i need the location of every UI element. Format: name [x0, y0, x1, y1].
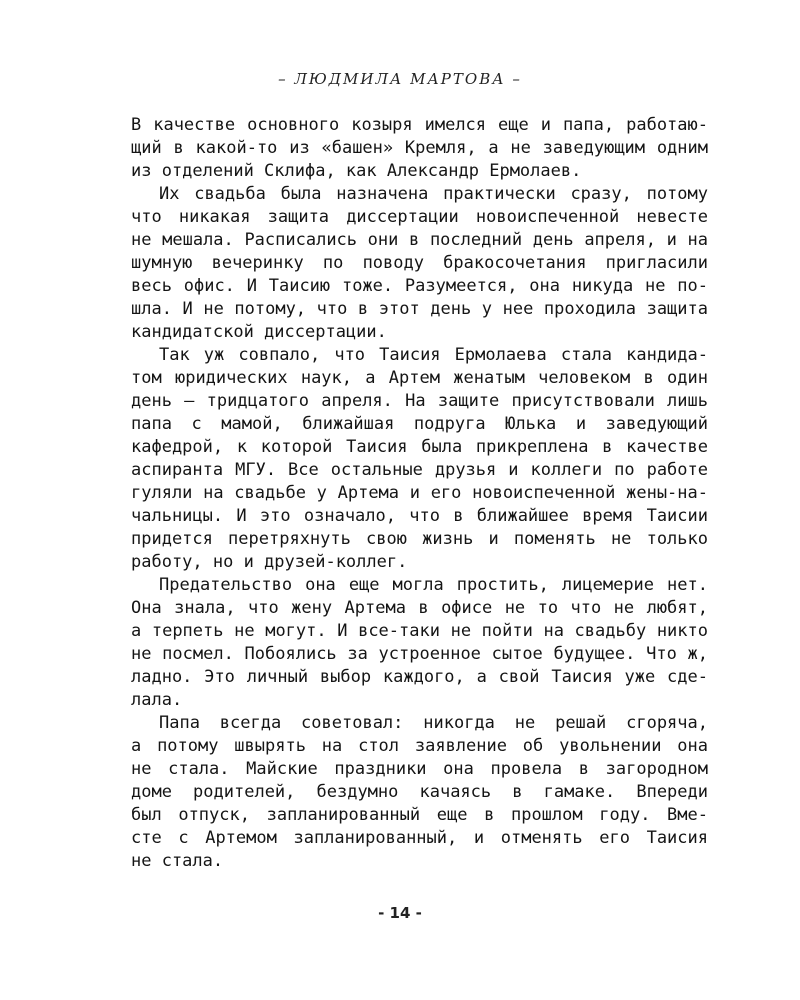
text-line: Предательство она еще могла простить, лицемерие нет. [159, 575, 708, 595]
text-line: В качестве основного козыря имелся еще и папа, работаю- [131, 115, 708, 135]
text-line: весь офис. И Таисию тоже. Разумеется, она никуда не по- [131, 276, 708, 296]
text-line: кандидатской диссертации. [131, 322, 387, 342]
text-line: что никакая защита диссертации новоиспеченной невесте [131, 207, 708, 227]
text-line: кафедрой, к которой Таисия была прикреплена в качестве [131, 437, 708, 457]
text-line: шла. И не потому, что в этот день у нее проходила защита [131, 299, 708, 319]
running-head: – ЛЮДМИЛА МАРТОВА – [278, 70, 522, 88]
text-line: ладно. Это личный выбор каждого, а свой Таисия уже сде- [131, 667, 708, 687]
text-line: Так уж совпало, что Таисия Ермолаева стала кандида- [159, 345, 708, 365]
page-body-text [131, 114, 708, 873]
text-line: не посмел. Побоялись за устроенное сытое будущее. Что ж, [131, 644, 708, 664]
text-line: не мешала. Расписались они в последний день апреля, и на [131, 230, 708, 250]
text-line: работу, но и друзей-коллег. [131, 552, 408, 572]
text-line: сте с Артемом запланированный, и отменять его Таисия [131, 828, 708, 848]
text-line: гуляли на свадьбе у Артема и его новоиспеченной жены-на- [131, 483, 708, 503]
text-line: доме родителей, бездумно качаясь в гамаке. Впереди [131, 782, 708, 802]
text-line: не стала. [131, 851, 224, 871]
page-number: - 14 - [378, 904, 422, 922]
text-line: придется перетряхнуть свою жизнь и поменять не только [131, 529, 708, 549]
text-line: Она знала, что жену Артема в офисе не то что не любят, [131, 598, 708, 618]
text-line: день — тридцатого апреля. На защите присутствовали лишь [131, 391, 708, 411]
text-line: чальницы. И это означало, что в ближайшее время Таисии [131, 506, 708, 526]
text-line: не стала. Майские праздники она провела в загородном [131, 759, 708, 779]
text-line: шумную вечеринку по поводу бракосочетания пригласили [131, 253, 708, 273]
text-line: аспиранта МГУ. Все остальные друзья и коллеги по работе [131, 460, 708, 480]
text-line: из отделений Склифа, как Александр Ермолаев. [131, 161, 582, 181]
text-line: а потому швырять на стол заявление об увольнении она [131, 736, 708, 756]
text-line: Папа всегда советовал: никогда не решай сгоряча, [159, 713, 708, 733]
text-line: а терпеть не могут. И все-таки не пойти на свадьбу никто [131, 621, 708, 641]
text-line: том юридических наук, а Артем женатым человеком в один [131, 368, 708, 388]
text-line: папа с мамой, ближайшая подруга Юлька и заведующий [131, 414, 708, 434]
text-line: щий в какой-то из «башен» Кремля, а не заведующим одним [131, 138, 708, 158]
text-line: лала. [131, 690, 183, 710]
text-line: Их свадьба была назначена практически сразу, потому [159, 184, 708, 204]
text-line: был отпуск, запланированный еще в прошлом году. Вме- [131, 805, 708, 825]
